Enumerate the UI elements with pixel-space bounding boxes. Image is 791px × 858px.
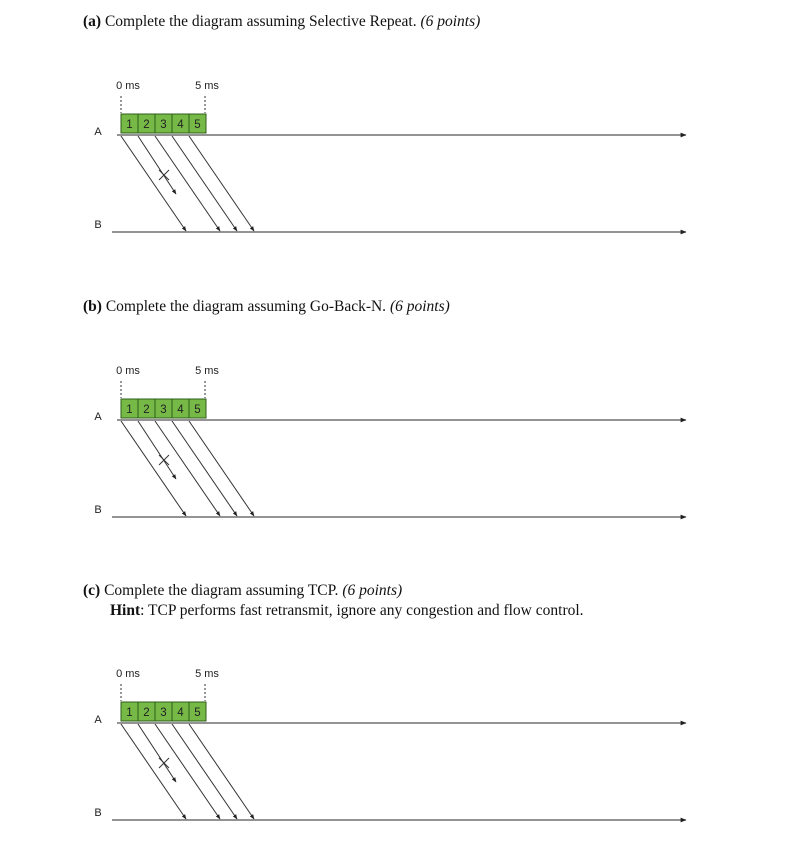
- question-c-title: [83, 582, 402, 600]
- packet-arrow-3: [155, 421, 220, 516]
- packet-label-1: 1: [126, 707, 133, 719]
- diagram-c: [0, 658, 791, 858]
- sender-label: A: [94, 411, 102, 423]
- packet-arrow-4: [172, 421, 237, 516]
- packet-arrow-2: [138, 136, 176, 194]
- receiver-label: B: [94, 504, 102, 516]
- time-label-start: 0 ms: [116, 80, 140, 92]
- packet-arrow-5: [189, 136, 254, 231]
- packet-label-3: 3: [160, 404, 167, 416]
- time-label-start: 0 ms: [116, 365, 140, 377]
- packet-arrow-2: [138, 421, 176, 479]
- question-c-text: Complete the diagram assuming TCP.: [104, 582, 339, 599]
- question-c-label: (c): [83, 582, 101, 599]
- question-c-points: (6 points): [342, 582, 403, 599]
- packet-label-2: 2: [143, 119, 150, 131]
- packet-label-1: 1: [126, 404, 133, 416]
- time-label-end: 5 ms: [195, 80, 219, 92]
- time-label-end: 5 ms: [195, 668, 219, 680]
- question-c-hint: [110, 602, 584, 620]
- question-b-points: (6 points): [389, 298, 450, 315]
- time-label-end: 5 ms: [195, 365, 219, 377]
- diagram-b: [0, 355, 791, 555]
- sender-label: A: [94, 126, 102, 138]
- packet-arrow-5: [189, 421, 254, 516]
- receiver-label: B: [94, 219, 102, 231]
- packet-label-5: 5: [194, 404, 201, 416]
- packet-arrow-3: [155, 724, 220, 819]
- packet-label-4: 4: [177, 707, 184, 719]
- packet-arrow-4: [172, 136, 237, 231]
- packet-label-3: 3: [160, 707, 167, 719]
- timing-diagram-svg: [0, 70, 791, 270]
- packet-arrow-2: [138, 724, 176, 782]
- packet-label-4: 4: [177, 404, 184, 416]
- packet-label-5: 5: [194, 119, 201, 131]
- packet-arrow-1: [121, 421, 186, 516]
- timing-diagram-svg: [0, 355, 791, 555]
- diagram-a: [0, 70, 791, 270]
- question-a-label: (a): [83, 13, 102, 30]
- question-a-points: (6 points): [420, 13, 481, 30]
- packet-arrow-5: [189, 724, 254, 819]
- packet-label-3: 3: [160, 119, 167, 131]
- hint-text: : TCP performs fast retransmit, ignore any congestion and flow control.: [140, 602, 584, 619]
- hint-label: Hint: [110, 602, 141, 619]
- receiver-label: B: [94, 807, 102, 819]
- packet-label-4: 4: [177, 119, 184, 131]
- question-a-title: [83, 13, 480, 31]
- packet-arrow-1: [121, 724, 186, 819]
- timing-diagram-svg: [0, 658, 791, 858]
- packet-label-5: 5: [194, 707, 201, 719]
- sender-label: A: [94, 714, 102, 726]
- question-b-text: Complete the diagram assuming Go-Back-N.: [105, 298, 387, 315]
- packet-label-2: 2: [143, 707, 150, 719]
- question-b-label: (b): [83, 298, 102, 315]
- packet-label-2: 2: [143, 404, 150, 416]
- packet-arrow-3: [155, 136, 220, 231]
- packet-arrow-1: [121, 136, 186, 231]
- packet-label-1: 1: [126, 119, 133, 131]
- packet-arrow-4: [172, 724, 237, 819]
- question-a-text: Complete the diagram assuming Selective Repeat.: [104, 13, 417, 30]
- question-b-title: [83, 298, 450, 316]
- time-label-start: 0 ms: [116, 668, 140, 680]
